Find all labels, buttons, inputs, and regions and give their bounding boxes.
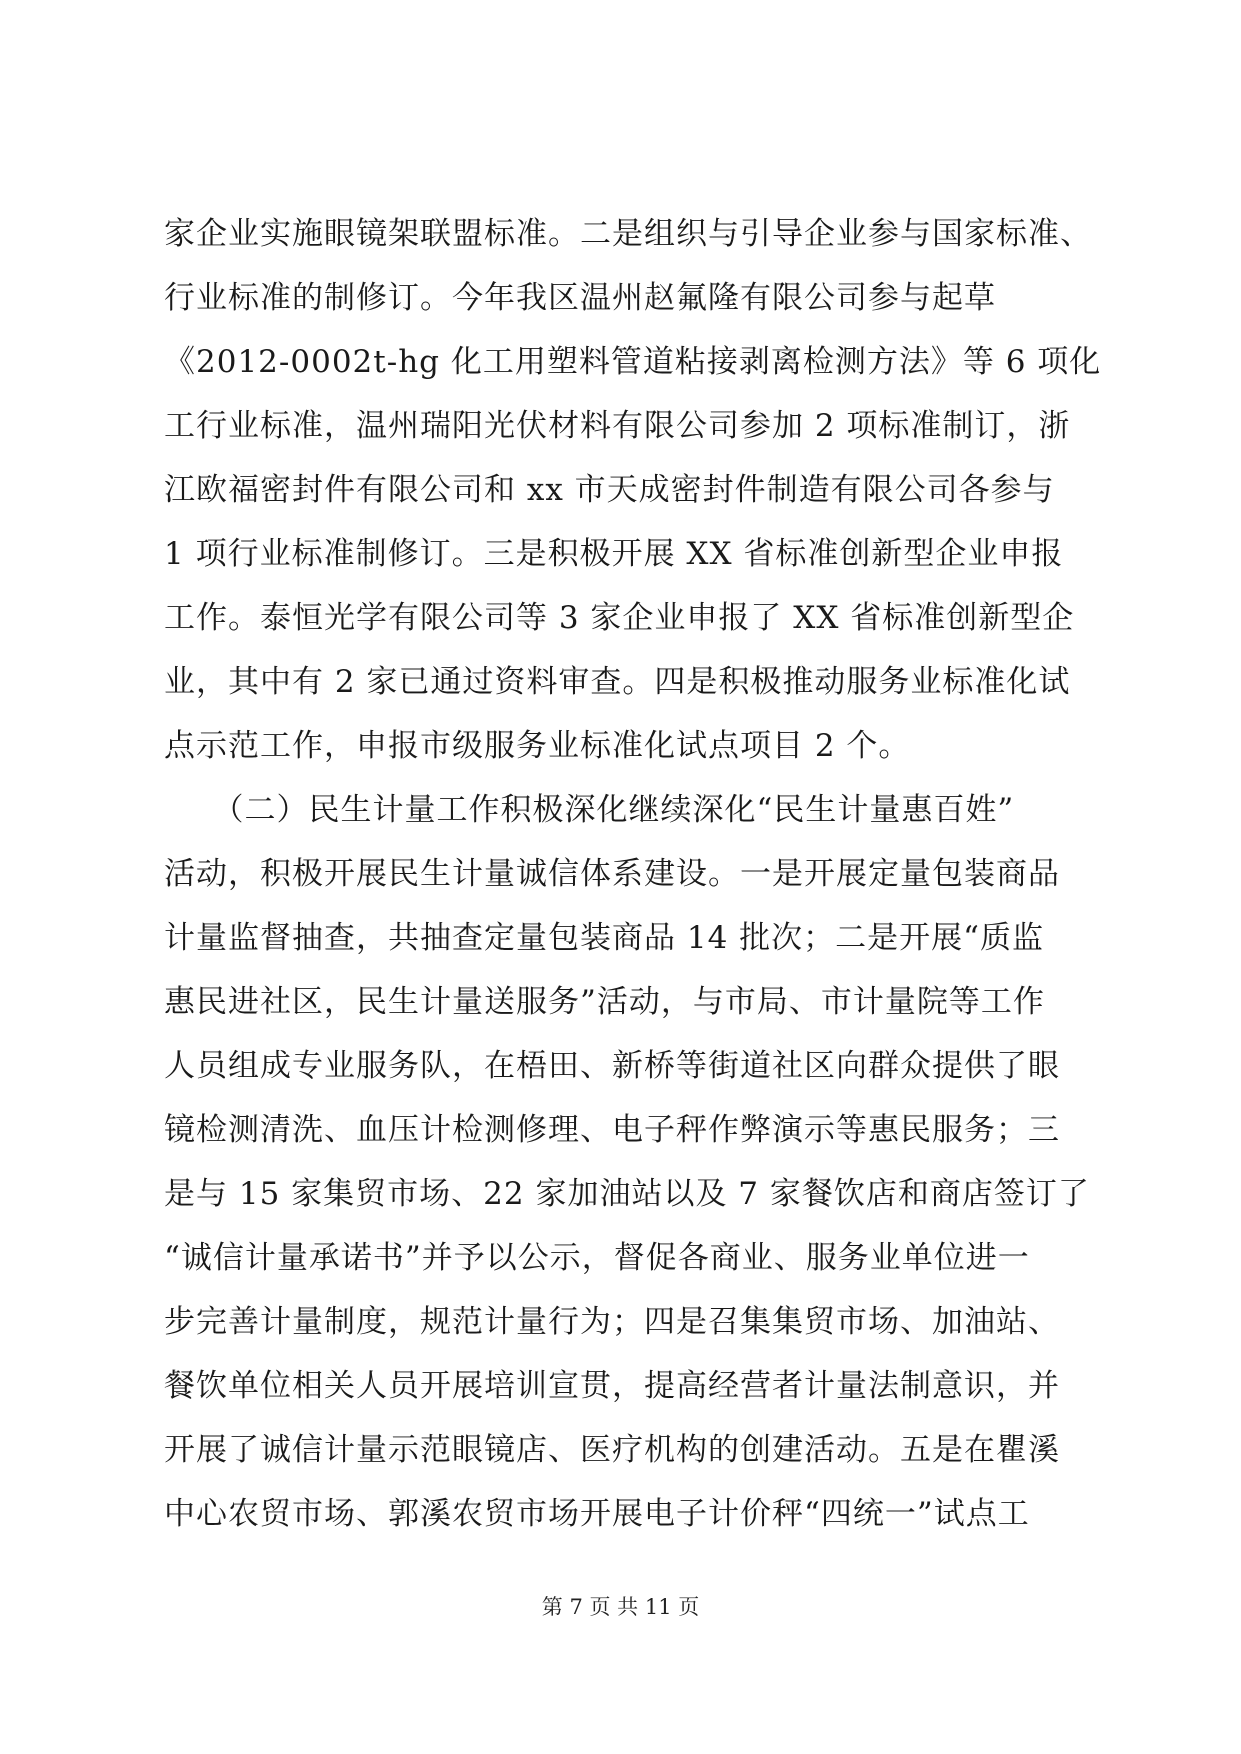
text-line: 业，其中有 2 家已通过资料审查。四是积极推动服务业标准化试 [164,664,1071,700]
text-line: 餐饮单位相关人员开展培训宣贯，提高经营者计量法制意识，并 [164,1368,1060,1404]
text-line: 人员组成专业服务队，在梧田、新桥等街道社区向群众提供了眼 [164,1048,1060,1084]
text-line: “诚信计量承诺书”并予以公示，督促各商业、服务业单位进一 [164,1240,1030,1276]
text-line: 是与 15 家集贸市场、22 家加油站以及 7 家餐饮店和商店签订了 [164,1176,1090,1212]
page-footer: 第 7 页 共 11 页 [541,1595,700,1619]
text-line: 家企业实施眼镜架联盟标准。二是组织与引导企业参与国家标准、 [164,216,1092,252]
text-line: 惠民进社区，民生计量送服务”活动，与市局、市计量院等工作 [164,984,1045,1020]
text-line: 活动，积极开展民生计量诚信体系建设。一是开展定量包装商品 [164,856,1060,892]
text-line: 步完善计量制度，规范计量行为；四是召集集贸市场、加油站、 [164,1304,1060,1340]
text-line: 江欧福密封件有限公司和 xx 市天成密封件制造有限公司各参与 [164,472,1055,508]
text-line: 镜检测清洗、血压计检测修理、电子秤作弊演示等惠民服务；三 [164,1112,1060,1148]
text-line: 1 项行业标准制修订。三是积极开展 XX 省标准创新型企业申报 [164,536,1064,572]
text-line: 中心农贸市场、郭溪农贸市场开展电子计价秤“四统一”试点工 [164,1496,1030,1532]
text-line: 计量监督抽查，共抽查定量包装商品 14 批次；二是开展“质监 [164,920,1044,956]
section-heading-line: （二）民生计量工作积极深化继续深化“民生计量惠百姓” [164,792,1015,828]
text-line: 行业标准的制修订。今年我区温州赵氟隆有限公司参与起草 [164,280,996,316]
text-line: 点示范工作，申报市级服务业标准化试点项目 2 个。 [164,728,911,764]
text-line: 工行业标准，温州瑞阳光伏材料有限公司参加 2 项标准制订，浙 [164,408,1071,444]
body-text [164,202,1124,1546]
text-line: 《2012-0002t-hg 化工用塑料管道粘接剥离检测方法》等 6 项化 [164,344,1102,380]
text-line: 工作。泰恒光学有限公司等 3 家企业申报了 XX 省标准创新型企 [164,600,1075,636]
text-line: 开展了诚信计量示范眼镜店、医疗机构的创建活动。五是在瞿溪 [164,1432,1060,1468]
